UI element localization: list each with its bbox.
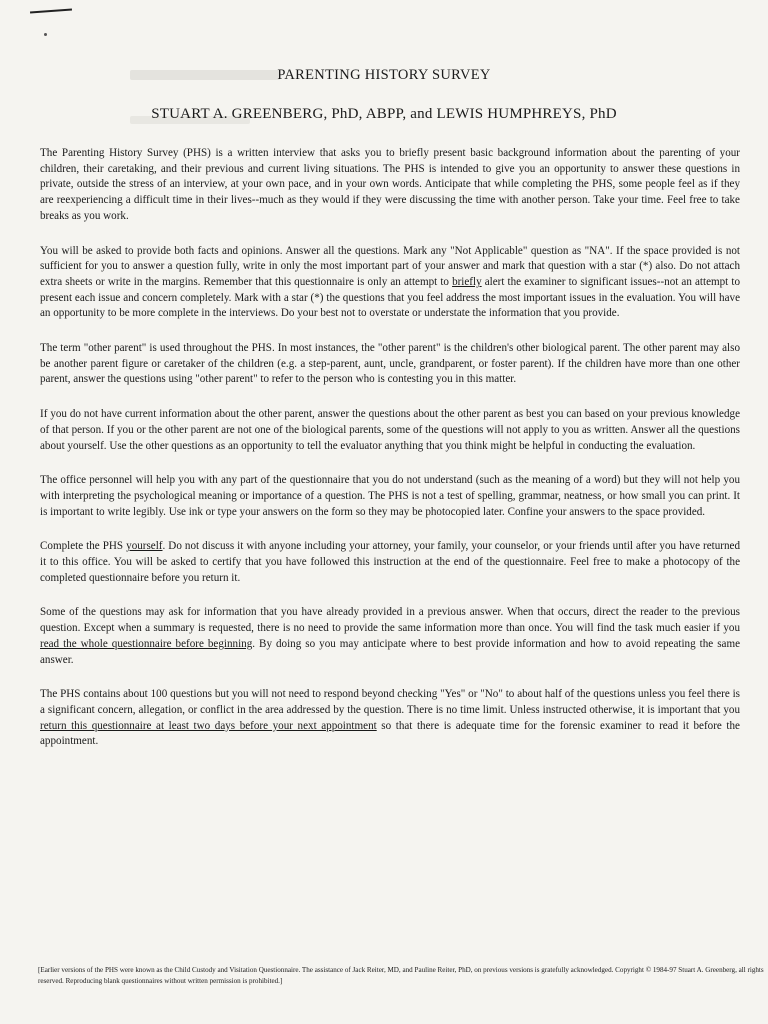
paragraph-text: Some of the questions may ask for information that you have already provided in a previous answer. When that occurs, direct the reader to the previous question. Except when a summary is requested, there is no need to provide the same information more than once. You will find the task much easier if you <box>40 606 740 635</box>
paragraph-question-count <box>40 687 740 750</box>
document-title: PARENTING HISTORY SURVEY <box>277 67 491 83</box>
paragraph-current-info: If you do not have current information about the other parent, answer the questions about the other parent as best you can based on your previous knowledge of that person. If you or the other parent are not one of the biological parents, some of the questions will not apply to you as written. Answer all the questions about yourself. Use the other questions as an opportunity to tell the evaluator anything that you think might be helpful in conducting the evaluation. <box>40 408 740 452</box>
paragraph-text: The PHS contains about 100 questions but you will not need to respond beyond checking "Yes" or "No" to about half of the questions unless you feel there is a significant concern, allegation, or conflict in the area addressed by the question. There is no time limit. Unless instructed otherwise, it is important that you <box>40 688 740 716</box>
paragraph-complete-yourself <box>40 539 740 586</box>
paragraph-text: so that there is adequate time for the forensic examiner to read it before the appointment. <box>40 719 740 748</box>
paragraph-text: You will be asked to provide both facts and opinions. Answer all the questions. Mark any "Not Applicable" question as "NA". If the space provided is not sufficient for you to answer a question fully, write in only the most important part of your answer and mark that question with a star (*) also. Do not attach extra sheets or write in the margins. Remember that this questionnaire is only an attempt to <box>40 244 740 288</box>
paragraph-other-parent: The term "other parent" is used throughout the PHS. In most instances, the "other parent" is the children's other biological parent. The other parent may also be another parent figure or caretaker of the children (e.g. a step-parent, aunt, uncle, grandparent, or foster parent). If the children have more than one other parent, answer the questions using "other parent" to refer to the person who is contesting you in this matter. <box>40 342 740 386</box>
document-authors: STUART A. GREENBERG, PhD, ABPP, and LEWIS HUMPHREYS, PhD <box>151 106 617 122</box>
underlined-text: read the whole questionnaire before beginning <box>40 637 253 650</box>
scan-mark <box>30 9 72 14</box>
paragraph-instructions <box>40 244 740 323</box>
paragraph-text: alert the examiner to significant issues--not an attempt to present each issue and concern completely. Mark with a star (*) the questions that you feel address the most important issues in the evaluation. You will have an opportunity to be more complete in the interviews. Do your best not to overstate or understate the information that you provide. <box>40 275 740 320</box>
scan-dot <box>44 33 47 36</box>
document-body <box>40 146 740 769</box>
paragraph-text: . By doing so you may anticipate where to best provide information and how to avoid repeating the same answer. <box>40 637 740 666</box>
paragraph-text: Complete the PHS <box>40 540 127 553</box>
paragraph-previous-answers <box>40 605 740 668</box>
underlined-text: briefly <box>452 275 482 288</box>
paragraph-intro: The Parenting History Survey (PHS) is a written interview that asks you to briefly present basic background information about the parenting of your children, their caretaking, and their previous and current living situations. The PHS is intended to give you an opportunity to answer these questions in private, outside the stress of an interview, at your own pace, and in your own words. Anticipate that while completing the PHS, some people feel as if they are reexperiencing a difficult time in their lives--much as they would if they were discussing the time with another person. Take your time. Feel free to take breaks as you work. <box>40 147 740 222</box>
paragraph-text: . Do not discuss it with anyone including your attorney, your family, your counselor, or your friends until after you have returned it to this office. You will be asked to certify that you have followed this instruction at the end of the questionnaire. Feel free to make a photocopy of the completed questionnaire before you return it. <box>40 540 740 584</box>
underlined-text: yourself <box>126 540 163 553</box>
underlined-text: return this questionnaire at least two days before your next appointment <box>40 719 377 732</box>
footer-note: [Earlier versions of the PHS were known as the Child Custody and Visitation Questionnaire. The assistance of Jack Reiter, MD, and Pauline Reiter, PhD, on previous versions is gratefully acknowledged. Copyright © 1984-97 Stuart A. Greenberg, all rights reserved. Reproducing blank questionnaires without written permission is prohibited.] <box>38 966 764 985</box>
paragraph-office-help: The office personnel will help you with any part of the questionnaire that you do not understand (such as the meaning of a word) but they will not help you with interpreting the psychological meaning or importance of a question. The PHS is not a test of spelling, grammar, neatness, or how small you can print. It is important to write legibly. Use ink or type your answers on the form so they may be photocopied later. Confine your answers to the space provided. <box>40 474 740 518</box>
